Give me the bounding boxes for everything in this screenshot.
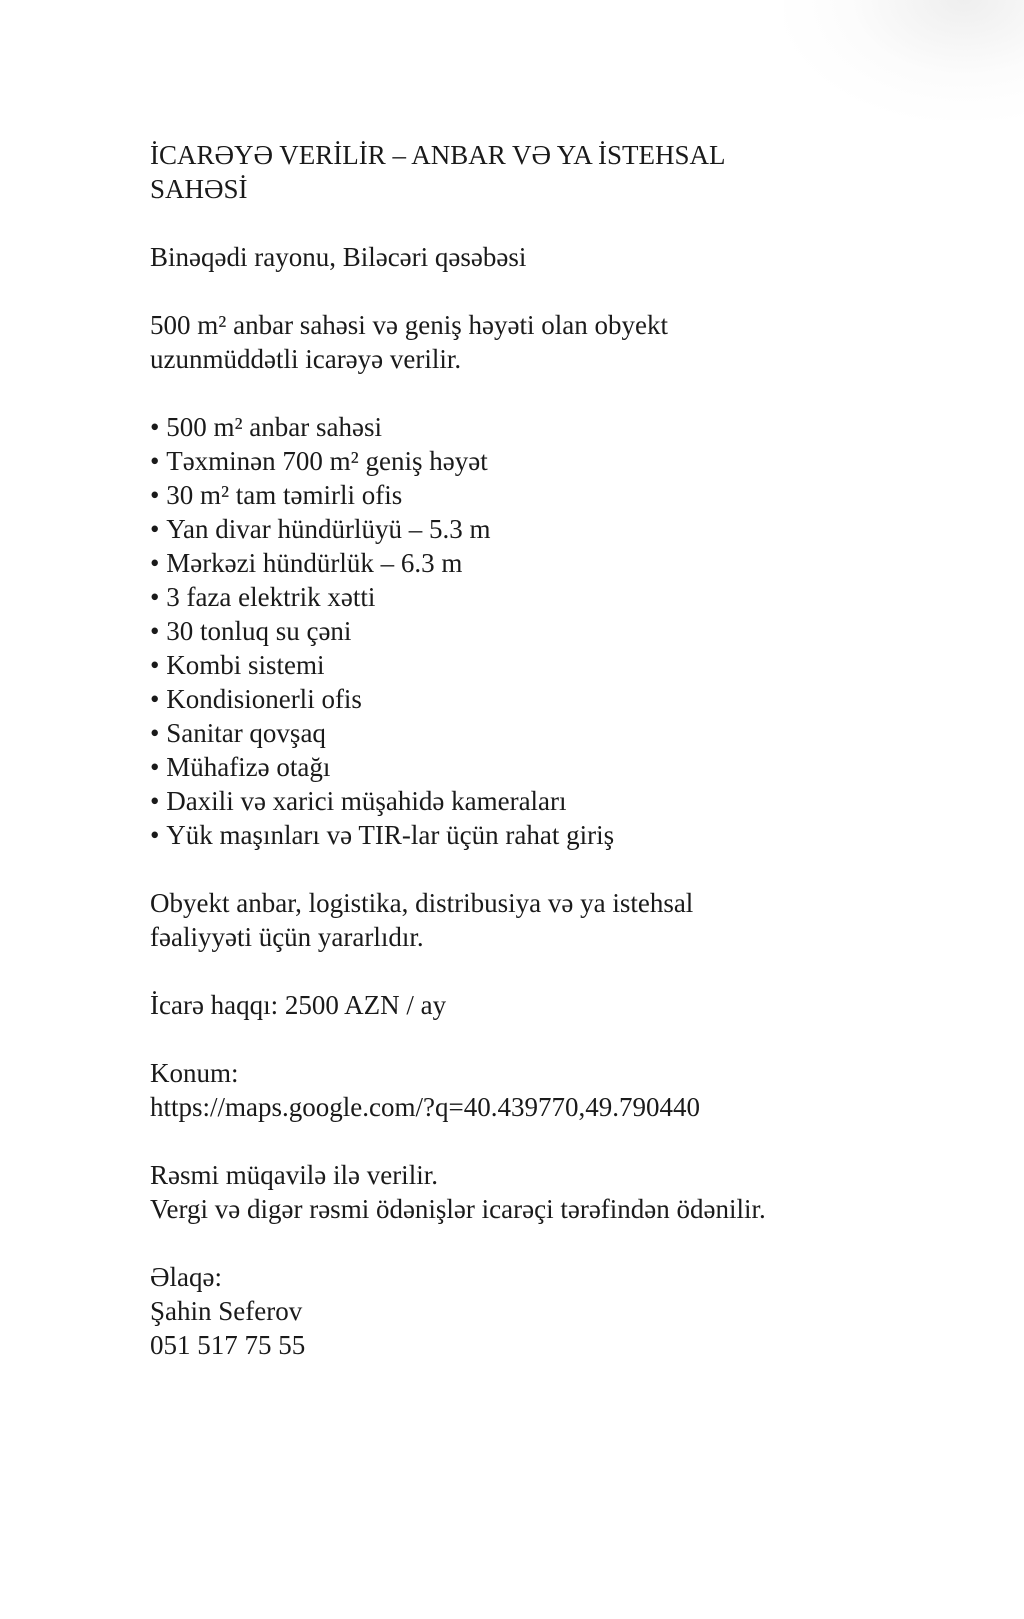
contract-line-1: Rəsmi müqavilə ilə verilir.: [150, 1160, 438, 1190]
usage-line-1: Obyekt anbar, logistika, distribusiya və ya istehsal: [150, 888, 694, 918]
spacer: [150, 206, 970, 240]
feature-item: • Yük maşınları və TIR-lar üçün rahat giriş: [150, 818, 970, 852]
feature-item: • 3 faza elektrik xətti: [150, 580, 970, 614]
spacer: [150, 852, 970, 886]
contact-phone[interactable]: 051 517 75 55: [150, 1330, 306, 1360]
spacer: [150, 954, 970, 988]
feature-item: • 30 m² tam təmirli ofis: [150, 478, 970, 512]
feature-item: • Kondisionerli ofis: [150, 682, 970, 716]
spacer: [150, 1022, 970, 1056]
spacer: [150, 274, 970, 308]
contact-name: Şahin Seferov: [150, 1296, 303, 1326]
feature-item: • Kombi sistemi: [150, 648, 970, 682]
feature-item: • Daxili və xarici müşahidə kameraları: [150, 784, 970, 818]
location-text: Binəqədi rayonu, Biləcəri qəsəbəsi: [150, 242, 527, 272]
feature-item: • 30 tonluq su çəni: [150, 614, 970, 648]
usage-line-2: fəaliyyəti üçün yararlıdır.: [150, 922, 424, 952]
feature-item: • Mühafizə otağı: [150, 750, 970, 784]
feature-item: • Təxminən 700 m² geniş həyət: [150, 444, 970, 478]
feature-item: • 500 m² anbar sahəsi: [150, 410, 970, 444]
listing-title: İCARƏYƏ VERİLİR – ANBAR VƏ YA İSTEHSAL SAHƏSİ: [150, 140, 725, 204]
feature-list: [150, 410, 970, 852]
map-link[interactable]: https://maps.google.com/?q=40.439770,49.790440: [150, 1092, 700, 1122]
feature-item: • Sanitar qovşaq: [150, 716, 970, 750]
feature-item: • Yan divar hündürlüyü – 5.3 m: [150, 512, 970, 546]
spacer: [150, 1226, 970, 1260]
contract-line-2: Vergi və digər rəsmi ödənişlər icarəçi tərəfindən ödənilir.: [150, 1194, 766, 1224]
rent-price: İcarə haqqı: 2500 AZN / ay: [150, 990, 447, 1020]
spacer: [150, 1124, 970, 1158]
location-label: Konum:: [150, 1058, 239, 1088]
contact-label: Əlaqə:: [150, 1262, 222, 1292]
intro-line-2: uzunmüddətli icarəyə verilir.: [150, 344, 462, 374]
intro-line-1: 500 m² anbar sahəsi və geniş həyəti olan obyekt: [150, 310, 668, 340]
listing-document: [150, 138, 970, 1362]
corner-shadow: [784, 0, 1024, 120]
feature-item: • Mərkəzi hündürlük – 6.3 m: [150, 546, 970, 580]
spacer: [150, 376, 970, 410]
